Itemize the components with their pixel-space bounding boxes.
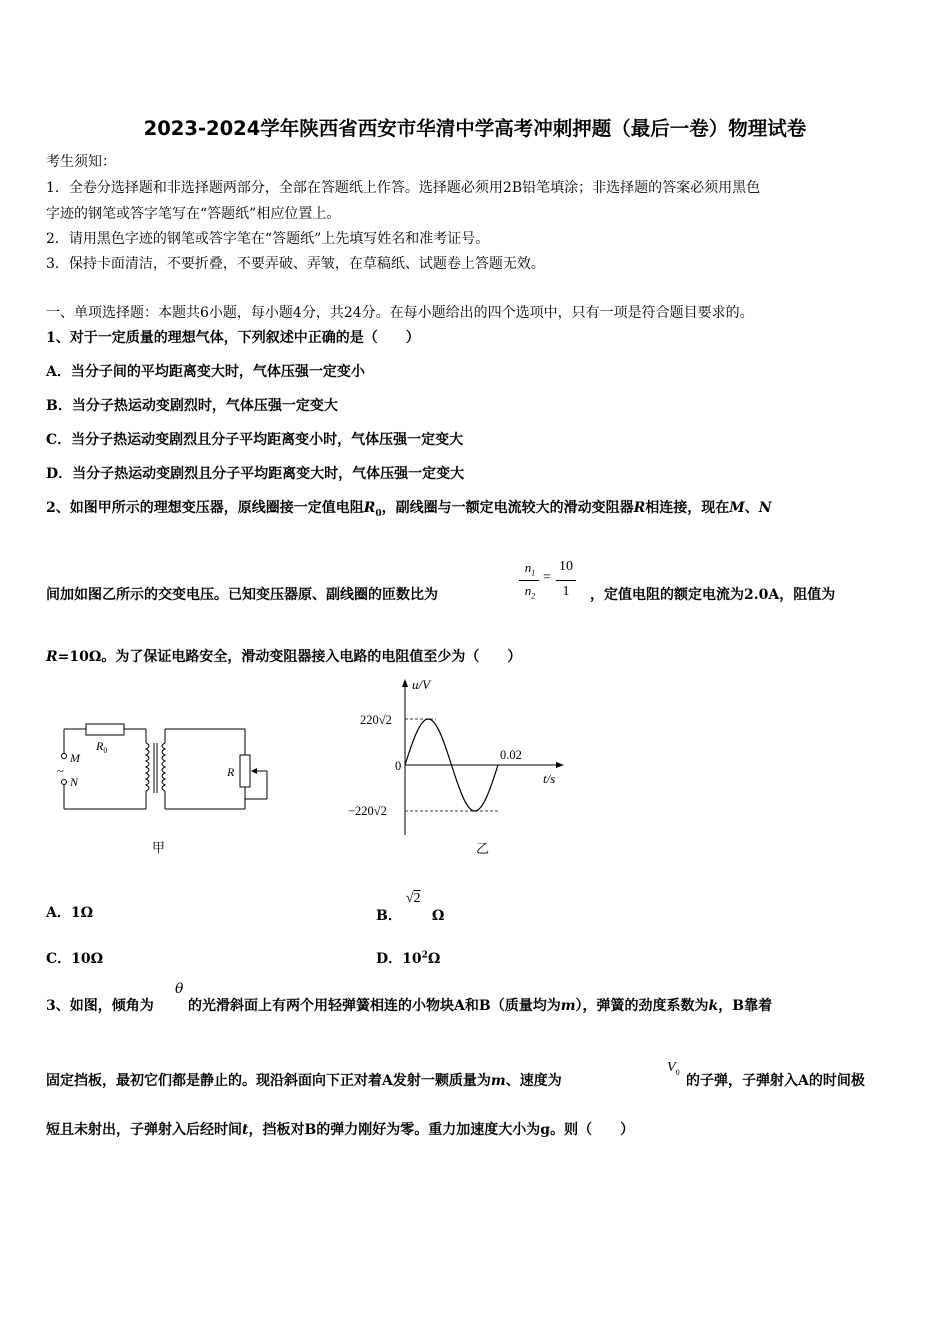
label-n: N [70, 775, 79, 789]
y-max-label: 220√2 [360, 713, 392, 727]
q2-option-a: A．1Ω [46, 905, 94, 921]
q1-option-b: B．当分子热运动变剧烈时，气体压强一定变大 [46, 398, 338, 414]
circuit-figure [50, 715, 290, 860]
terminal-m [62, 754, 67, 759]
turns-ratio-n2: $n_2$ [524, 583, 536, 601]
primary-coil [146, 743, 149, 791]
question-3-line-2a: 固定挡板，最初它们都是静止的。现沿斜面向下正对着A发射一颗质量为m、速度为 [46, 1073, 562, 1089]
question-1-stem: 1、对于一定质量的理想气体，下列叙述中正确的是（ ） [46, 330, 420, 346]
turns-ratio-n1: $n_1$ [524, 560, 536, 578]
q1-option-c: C．当分子热运动变剧烈且分子平均距离变小时，气体压强一定变大 [46, 432, 464, 448]
label-r0: $R_0$ [96, 739, 108, 755]
figure-caption-b: 乙 [476, 841, 490, 856]
resistor-r0 [86, 724, 124, 735]
rheostat-r [240, 755, 250, 787]
theta-symbol: θ [175, 981, 184, 997]
section-heading: 一、单项选择题：本题共6小题，每小题4分，共24分。在每小题给出的四个选项中，只有一项是符合题目要求的。 [46, 305, 754, 321]
question-2-line-2a: 间加如图乙所示的交变电压。已知变压器原、副线圈的匝数比为 [46, 587, 438, 603]
q2-option-b: B． √2 Ω [376, 891, 445, 924]
q2-option-c: C．10Ω [46, 951, 104, 967]
t-mark-label: 0.02 [500, 748, 522, 762]
notice-heading: 考生须知： [46, 154, 116, 170]
page-title: 2023-2024学年陕西省西安市华清中学高考冲刺押题（最后一卷）物理试卷 [143, 117, 807, 140]
question-2-line-1: 2、如图甲所示的理想变压器，原线圈接一定值电阻$R_0$，副线圈与一额定电流较大的滑动变阻器R相连接，现在M、N [46, 500, 772, 519]
ratio-denominator: 1 [562, 584, 570, 599]
terminal-n [62, 780, 67, 785]
v0-symbol: $V_0$ [667, 1060, 680, 1077]
question-3-line-3: 短且未射出，子弹射入后经时间t，挡板对B的弹力刚好为零。重力加速度大小为g。则（ ） [46, 1122, 635, 1138]
label-tilde: ~ [57, 764, 64, 778]
q1-option-d: D．当分子热运动变剧烈且分子平均距离变大时，气体压强一定变大 [46, 466, 465, 482]
ratio-numerator: 10 [559, 559, 573, 574]
question-2-line-2b: ，定值电阻的额定电流为2.0A，阻值为 [590, 587, 836, 603]
label-r: R [227, 765, 235, 779]
x-axis-label: t/s [543, 771, 556, 786]
y-axis-label: u/V [412, 677, 431, 692]
equals-sign: = [543, 570, 551, 585]
fraction-bar [519, 580, 539, 581]
secondary-coil [162, 743, 165, 791]
q1-option-a: A．当分子间的平均距离变大时，气体压强一定变小 [46, 364, 365, 380]
notice-item: 字迹的钢笔或答字笔写在“答题纸”相应位置上。 [46, 206, 341, 222]
notice-item: 1．全卷分选择题和非选择题两部分，全部在答题纸上作答。选择题必须用2B铅笔填涂；非选择题的答案必须用黑色 [46, 180, 761, 196]
origin-label: 0 [395, 759, 402, 773]
figure-caption-a: 甲 [152, 840, 166, 855]
label-m: M [70, 751, 80, 765]
question-3-line-1b: 的光滑斜面上有两个用轻弹簧相连的小物块A和B（质量均为m），弹簧的劲度系数为k，B靠着 [188, 998, 773, 1014]
notice-item: 2．请用黑色字迹的钢笔或答字笔在“答题纸”上先填写姓名和准考证号。 [46, 231, 490, 247]
question-2-line-3: R=10Ω。为了保证电路安全，滑动变阻器接入电路的电阻值至少为（ ） [46, 649, 522, 665]
y-min-label: −220√2 [348, 804, 387, 818]
question-3-line-2c: 的子弹，子弹射入A的时间极 [686, 1073, 865, 1089]
question-3-line-1a: 3、如图，倾角为 [46, 998, 154, 1014]
q2-option-d: D．$10^2\Omega$ [376, 950, 441, 967]
notice-item: 3．保持卡面清洁，不要折叠，不要弄破、弄皱，在草稿纸、试题卷上答题无效。 [46, 256, 545, 272]
fraction-bar [556, 580, 576, 581]
voltage-graph [340, 675, 580, 860]
